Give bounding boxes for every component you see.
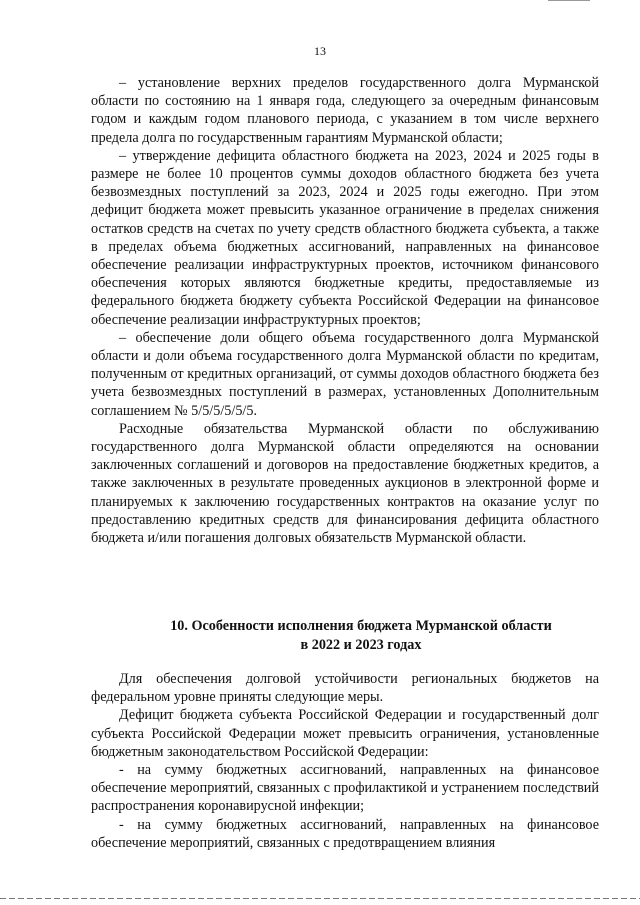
paragraph-deficit-exceed: Дефицит бюджета субъекта Российской Федерации и государственный долг субъекта Российской Федерации может превысить ограничения, установленные бюджетным законодательством Российской Федерации:: [91, 707, 599, 760]
paragraph-debt-limits: – установление верхних пределов государственного долга Мурманской области по состоянию на 1 января года, следующего за очередным финансовым годом и каждым годом планового периода, с указанием в том числе верхнего предела долга по государственным гарантиям Мурманской области;: [91, 75, 599, 146]
paragraph-deficit-approval: – утверждение дефицита областного бюджета на 2023, 2024 и 2025 годы в размере не более 10 процентов суммы доходов областного бюджета без учета безвозмездных поступлений за 2023, 2024 и 2025 годы ежегодно. При этом дефицит бюджета может превысить указанное ограничение в пределах снижения остатков средств на счетах по учету средств областного бюджета субъекта, а также в пределах объема бюджетных ассигнований, направленных на финансовое обеспечение реализации инфраструктурных проектов, источником финансового обеспечения которых являются бюджетные кредиты, предоставляемые из федерального бюджета бюджету субъекта Российской Федерации на финансовое обеспечение реализации инфраструктурных проектов;: [91, 147, 599, 328]
page-number: 13: [314, 44, 326, 58]
scan-mark: [548, 0, 590, 1]
paragraph-prevention-measures: - на сумму бюджетных ассигнований, направленных на финансовое обеспечение мероприятий, связанных с предотвращением влияния: [91, 816, 599, 851]
paragraph-measures-intro: Для обеспечения долговой устойчивости региональных бюджетов на федеральном уровне приняты следующие меры.: [91, 671, 599, 706]
section-heading-line1: 10. Особенности исполнения бюджета Мурманской области: [170, 618, 552, 634]
scan-bottom-edge: [0, 898, 640, 899]
paragraph-debt-share: – обеспечение доли общего объема государственного долга Мурманской области и доли объема государственного долга Мурманской области по кредитам, полученным от кредитных организаций, от суммы доходов областного бюджета без учета безвозмездных поступлений в размерах, установленных Дополнительным соглашением № 5/5/5/5/5/5.: [91, 329, 599, 419]
paragraph-covid-measures: - на сумму бюджетных ассигнований, направленных на финансовое обеспечение мероприятий, связанных с профилактикой и устранением последствий распространения коронавирусной инфекции;: [91, 762, 599, 815]
section-heading: [91, 617, 631, 655]
text-block-top: [91, 74, 599, 547]
paragraph-debt-service: Расходные обязательства Мурманской области по обслуживанию государственного долга Мурманской области определяются на основании заключенных соглашений и договоров на предоставление бюджетных кредитов, а также заключенных в результате проведенных аукционов в электронной форме и планируемых к заключению государственных контрактов на оказание услуг по предоставлению кредитных средств для финансирования дефицита областного бюджета и/или погашения долговых обязательств Мурманской области.: [91, 420, 599, 547]
section-heading-line2: в 2022 и 2023 годах: [300, 637, 422, 653]
text-block-bottom: [91, 670, 599, 852]
